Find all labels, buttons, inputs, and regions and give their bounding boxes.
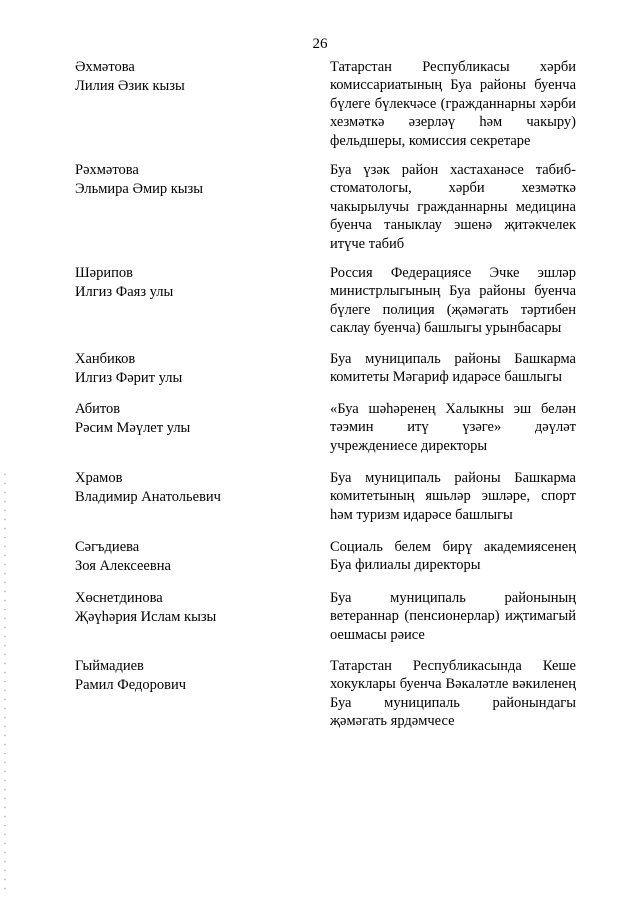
- person-name: [75, 538, 305, 575]
- person-surname: Хөснетдинова: [75, 590, 163, 606]
- person-name: [75, 58, 305, 95]
- person-name: [75, 264, 305, 301]
- person-role: «Буа шәһәренең Халыкны эш белән тәэмин итү үзәге» дәүләт учреждениесе директоры: [330, 401, 576, 454]
- person-role: Буа муниципаль районы Башкарма комитетының яшьләр эшләре, спорт һәм туризм идарәсе башлыгы: [330, 470, 576, 523]
- person-name: [75, 589, 305, 626]
- person-name: [75, 400, 305, 437]
- person-surname: Гыймадиев: [75, 658, 144, 674]
- person-given-name: Илгиз Фаяз улы: [75, 283, 174, 300]
- person-surname: Рәхмәтова: [75, 162, 139, 178]
- person-role: Буа муниципаль районы Башкарма комитеты Мәгариф идарәсе башлыгы: [330, 351, 576, 386]
- person-surname: Храмов: [75, 470, 123, 486]
- person-surname: Шәрипов: [75, 265, 133, 281]
- person-name: [75, 657, 305, 694]
- person-name: [75, 350, 305, 387]
- page-number: 26: [312, 36, 328, 52]
- person-given-name: Лилия Әзик кызы: [75, 77, 185, 94]
- scan-margin-artifact: [4, 470, 6, 890]
- person-given-name: Җәүһәрия Ислам кызы: [75, 608, 217, 625]
- person-role: Буа муниципаль районының ветераннар (пенсионерлар) иҗтимагый оешмасы рәисе: [330, 590, 576, 643]
- person-surname: Әхмәтова: [75, 59, 135, 75]
- person-role: Татарстан Республикасында Кеше хокуклары буенча Вәкаләтле вәкиленең Буа муниципаль районындагы җәмәгать ярдәмчесе: [330, 658, 576, 730]
- person-given-name: Эльмира Әмир кызы: [75, 180, 204, 197]
- person-surname: Сәгъдиева: [75, 539, 140, 555]
- person-surname: Абитов: [75, 401, 121, 417]
- person-given-name: Рәсим Мәүлет улы: [75, 419, 191, 436]
- person-role: Социаль белем бирү академиясенең Буа филиалы директоры: [330, 539, 576, 574]
- person-role: Россия Федерациясе Эчке эшләр министрлыгының Буа районы буенча бүлеге полиция (җәмәгать тәртибен саклау буенча) башлыгы урынбасары: [330, 265, 576, 337]
- person-given-name: Рамил Федорович: [75, 676, 187, 693]
- person-given-name: Илгиз Фәрит улы: [75, 369, 183, 386]
- person-given-name: Владимир Анатольевич: [75, 488, 221, 505]
- person-role: Буа үзәк район хастаханәсе табиб-стоматологы, хәрби хезмәткә чакырылучы гражданнарны медицина буенча таныклау эшенә җитәкчелек итүче табиб: [330, 162, 576, 252]
- person-role: Татарстан Республикасы хәрби комиссариатының Буа районы буенча бүлеге бүлекчәсе (гражданнарны хәрби хезмәткә әзерләү һәм чакыру) фельдшеры, комиссия секретаре: [330, 59, 576, 149]
- person-given-name: Зоя Алексеевна: [75, 557, 171, 574]
- person-surname: Ханбиков: [75, 351, 136, 367]
- person-name: [75, 469, 305, 506]
- person-name: [75, 161, 305, 198]
